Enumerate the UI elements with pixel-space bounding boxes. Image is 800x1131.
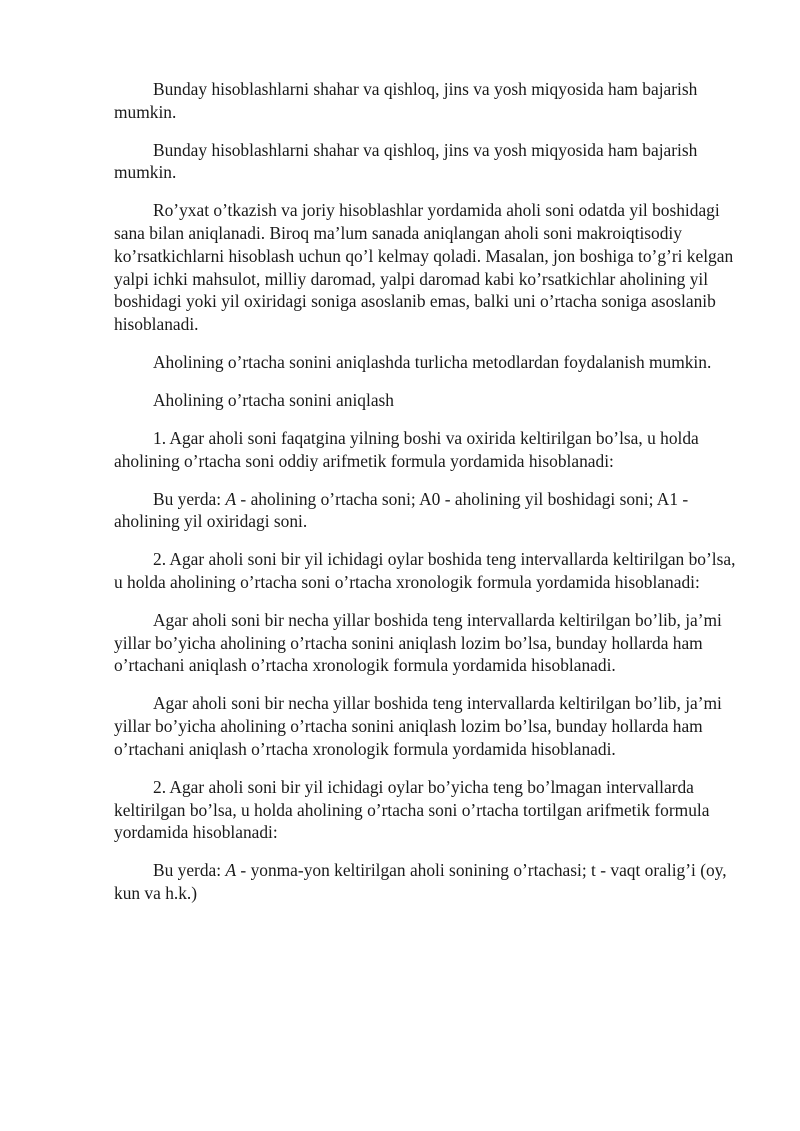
paragraph: Bunday hisoblashlarni shahar va qishloq, jins va yosh miqyosida ham bajarish mumkin. (114, 139, 698, 183)
paragraph: Aholining o’rtacha sonini aniqlashda turlicha metodlardan foydalanish mumkin. (153, 351, 712, 372)
paragraph: Agar aholi soni bir necha yillar boshida teng intervallarda keltirilgan bo’lib, ja’mi yillar bo’yicha aholining o’rtacha sonini aniqlash lozim bo’lsa, bunday hollarda ham o’rtachani aniqlash o’rtacha xronologik formula yordamida hisoblanadi. (114, 610, 722, 676)
variable-symbol: A (225, 488, 237, 509)
paragraph: Agar aholi soni bir necha yillar boshida teng intervallarda keltirilgan bo’lib, ja’mi yillar bo’yicha aholining o’rtacha sonini aniqlash lozim bo’lsa, bunday hollarda ham o’rtachani aniqlash o’rtacha xronologik formula yordamida hisoblanadi. (114, 693, 722, 759)
section-heading: Aholining o’rtacha sonini aniqlash (153, 389, 395, 410)
legend-prefix: Bu yerda: (153, 488, 226, 509)
legend-text: - aholining o’rtacha soni; A0 - aholining yil boshidagi soni; A1 - aholining yil oxiridagi soni. (114, 488, 689, 532)
legend-text: - yonma-yon keltirilgan aholi sonining o’rtachasi; t - vaqt oralig’i (oy, kun va h.k.) (114, 860, 727, 903)
formula-legend (114, 859, 744, 904)
paragraph: Ro’yxat o’tkazish va joriy hisoblashlar yordamida aholi soni odatda yil boshidagi sana bilan aniqlanadi. Biroq ma’lum sanada aniqlangan aholi soni makroiqtisodiy ko’rsatkichlarni hisoblash uchun qo’l kelmay qoladi. Masalan, jon boshiga to’g’ri kelgan yalpi ichki mahsulot, milliy daromad, yalpi daromad kabi ko’rsatkichlar aholining yil boshidagi yoki yil oxiridagi soniga asoslanib emas, balki uni o’rtacha soniga asoslanib hisoblanadi. (114, 200, 734, 334)
paragraph: 1. Agar aholi soni faqatgina yilning boshi va oxirida keltirilgan bo’lsa, u holda aholining o’rtacha soni oddiy arifmetik formula yordamida hisoblanadi: (114, 427, 699, 471)
legend-prefix: Bu yerda: (153, 860, 226, 881)
paragraph: 2. Agar aholi soni bir yil ichidagi oylar boshida teng intervallarda keltirilgan bo’lsa, u holda aholining o’rtacha soni o’rtacha xronologik formula yordamida hisoblanadi: (114, 549, 736, 593)
paragraph: 2. Agar aholi soni bir yil ichidagi oylar bo’yicha teng bo’lmagan intervallarda keltirilgan bo’lsa, u holda aholining o’rtacha soni o’rtacha tortilgan arifmetik formula yordamida hisoblanadi: (114, 776, 710, 843)
paragraph: Bunday hisoblashlarni shahar va qishloq, jins va yosh miqyosida ham bajarish mumkin. (114, 79, 698, 122)
variable-symbol: A (225, 860, 237, 881)
formula-legend (114, 488, 744, 533)
document-body (114, 78, 744, 905)
